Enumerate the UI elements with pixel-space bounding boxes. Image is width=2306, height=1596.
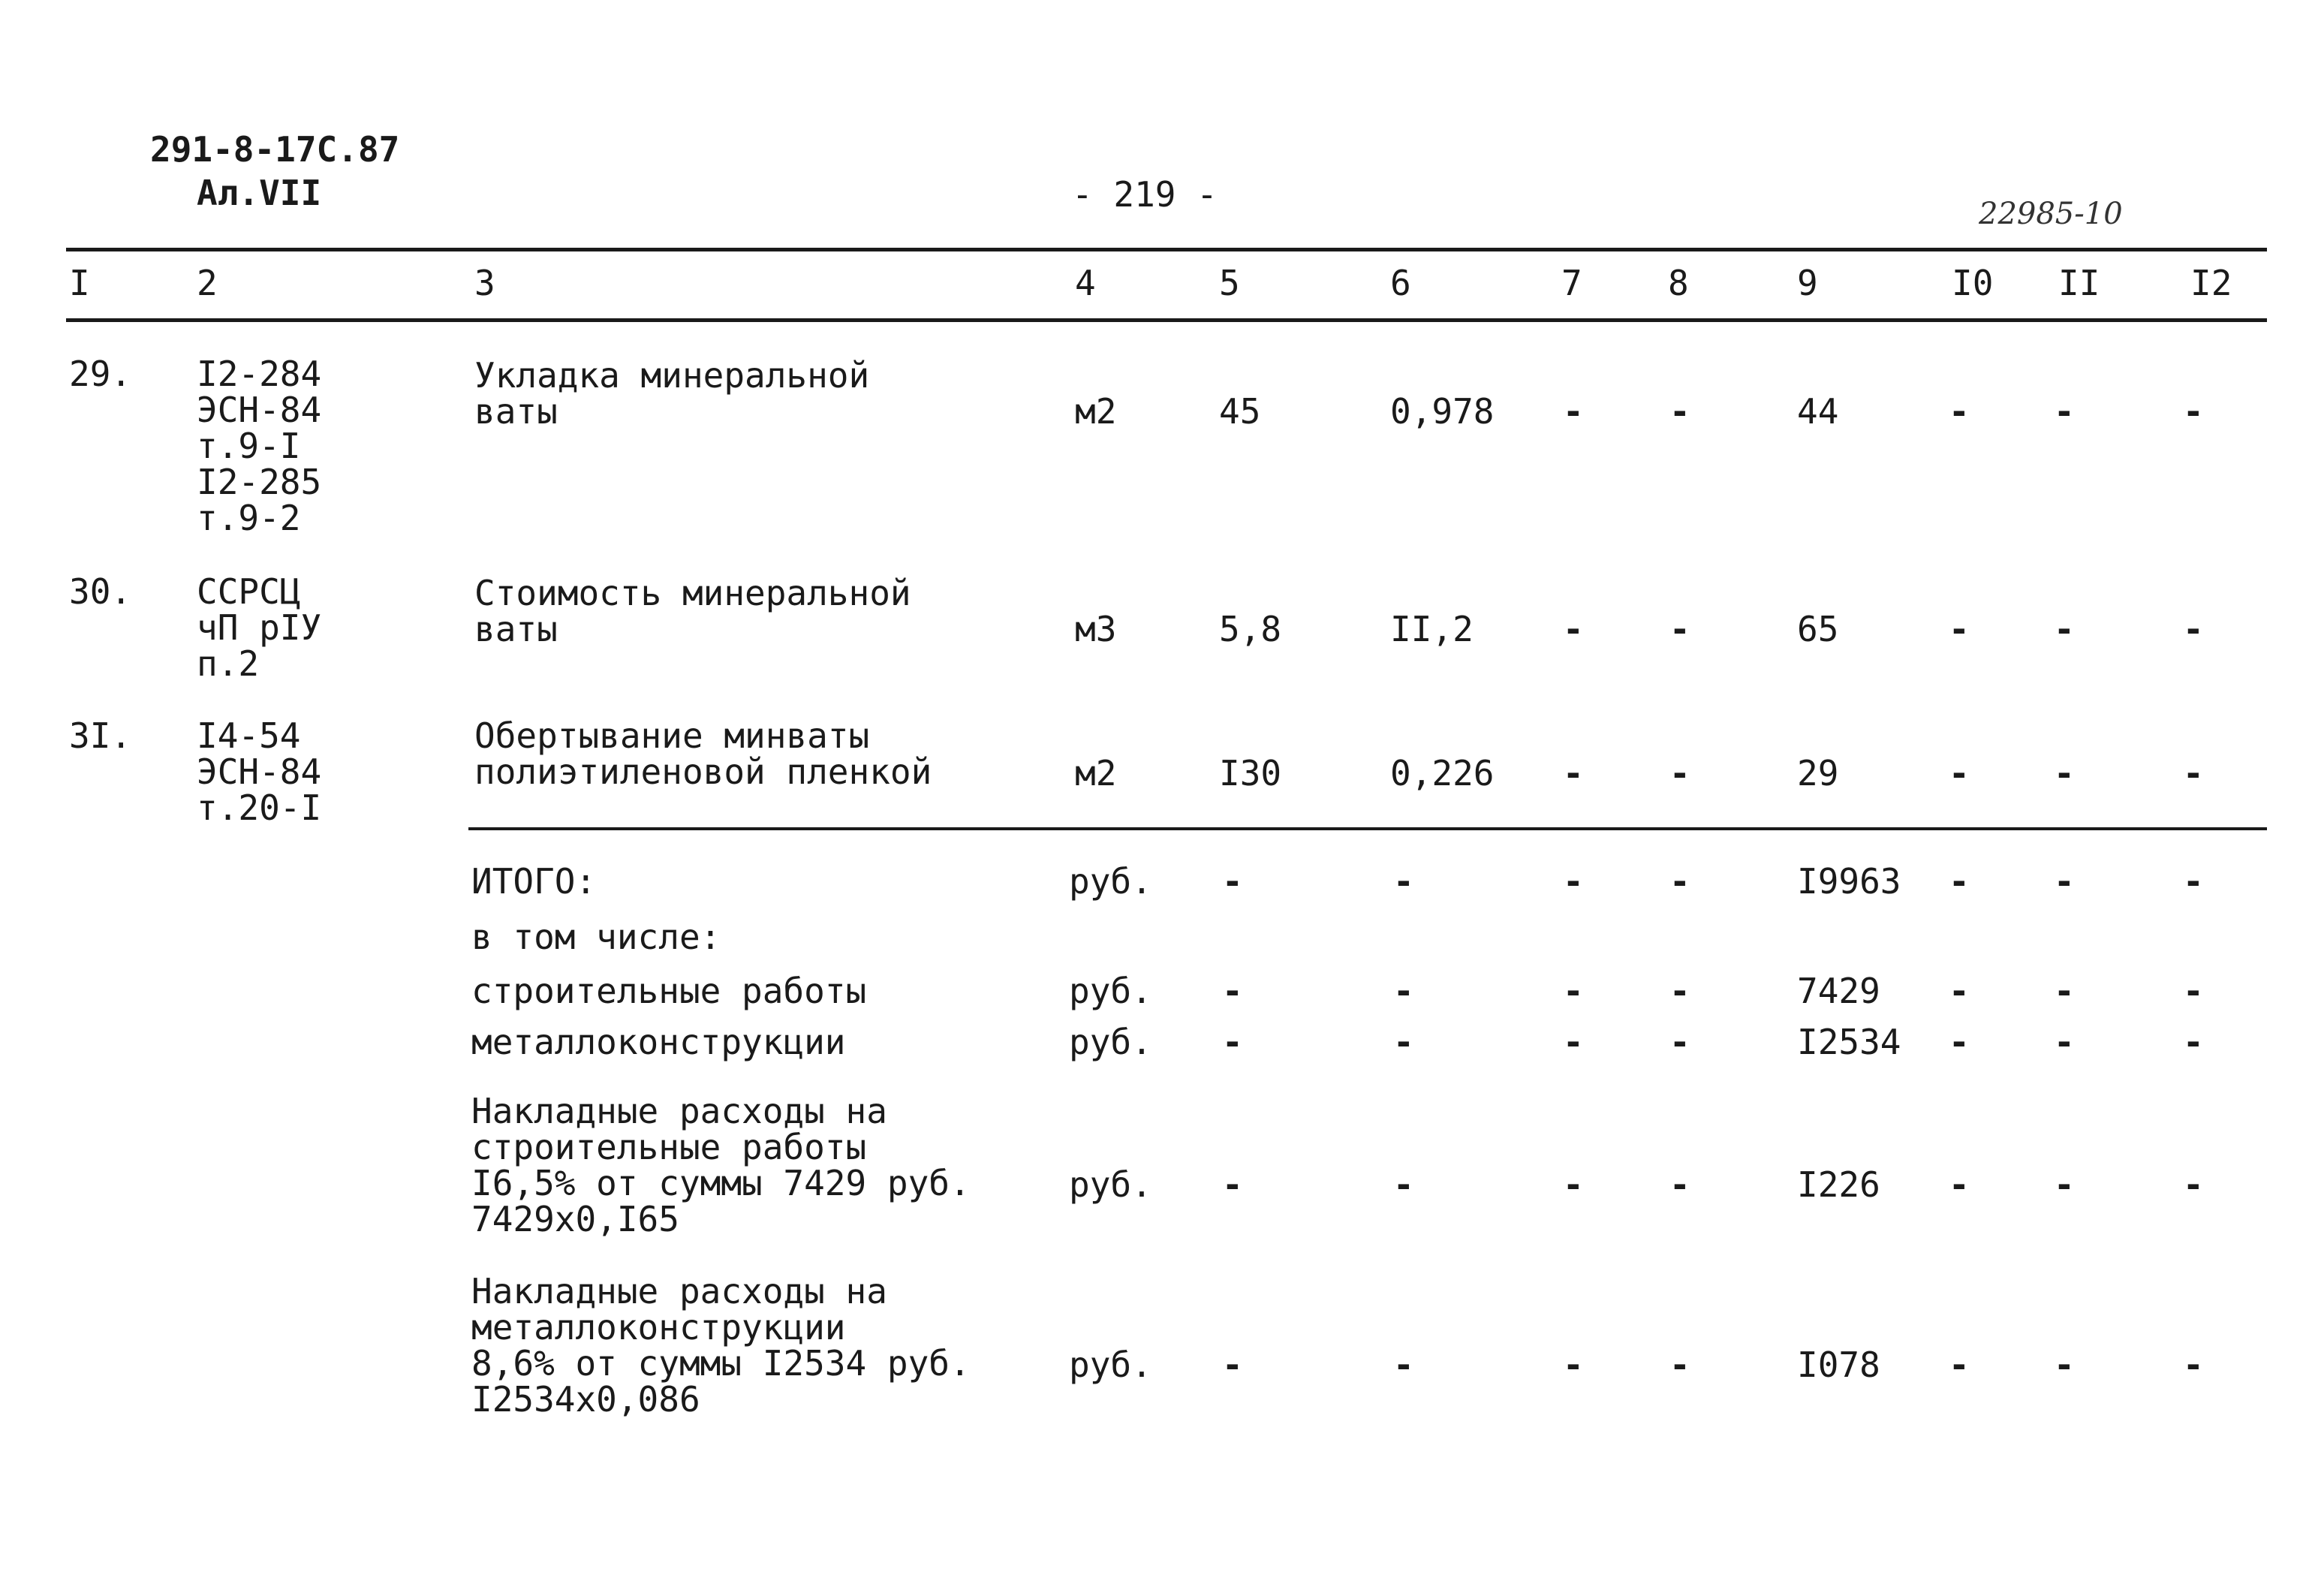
col9-value: 65 xyxy=(1797,609,1839,649)
col8-value: - xyxy=(1669,1345,1690,1385)
work-name: Обертывание минваты полиэтиленовой пленкой xyxy=(474,715,932,792)
col5-value: - xyxy=(1222,1164,1243,1205)
col5-value: - xyxy=(1222,971,1243,1011)
col8-value: - xyxy=(1669,971,1690,1011)
col12-value: - xyxy=(2183,971,2204,1011)
col12-value: - xyxy=(2183,1164,2204,1205)
col-header-9: 9 xyxy=(1797,263,1818,303)
col12-value: - xyxy=(2183,1022,2204,1062)
totals-label: ИТОГО: xyxy=(471,861,597,902)
work-name: Укладка минеральной ваты xyxy=(474,355,870,432)
col9-value: I078 xyxy=(1797,1345,1880,1385)
document-code: 291-8-17С.87 xyxy=(150,129,400,170)
norm-code: I2-284 ЭСН-84 т.9-I I2-285 т.9-2 xyxy=(197,354,322,538)
col-header-1: I xyxy=(69,263,90,303)
col9-value: I9963 xyxy=(1797,861,1901,902)
col8-value: - xyxy=(1669,609,1690,649)
unit-price: 0,226 xyxy=(1390,753,1495,793)
col12-value: - xyxy=(2183,1345,2204,1385)
col-header-2: 2 xyxy=(197,263,218,303)
col9-value: I226 xyxy=(1797,1164,1880,1205)
header-top-rule xyxy=(66,248,2267,251)
col11-value: - xyxy=(2054,971,2075,1011)
col7-value: - xyxy=(1563,1345,1584,1385)
col10-value: - xyxy=(1949,753,1970,793)
overhead-construction-label: Накладные расходы на строительные работы I6,5% от суммы 7429 руб. 7429х0,I65 xyxy=(471,1091,971,1239)
metal-structures-label: металлоконструкции xyxy=(471,1022,846,1062)
unit-price: II,2 xyxy=(1390,609,1474,649)
col6-value: - xyxy=(1393,861,1414,902)
col-header-12: I2 xyxy=(2190,263,2232,303)
including-label: в том числе: xyxy=(471,917,721,957)
col5-value: - xyxy=(1222,861,1243,902)
col12-value: - xyxy=(2183,391,2204,432)
col-header-7: 7 xyxy=(1561,263,1582,303)
col12-value: - xyxy=(2183,753,2204,793)
work-name: Стоимость минеральной ваты xyxy=(474,573,911,649)
col12-value: - xyxy=(2183,861,2204,902)
col11-value: - xyxy=(2054,1164,2075,1205)
col8-value: - xyxy=(1669,391,1690,432)
col6-value: - xyxy=(1393,1022,1414,1062)
overhead-metal-label: Накладные расходы на металлоконструкции 8,6% от суммы I2534 руб. I2534х0,086 xyxy=(471,1271,971,1420)
col11-value: - xyxy=(2054,1345,2075,1385)
col10-value: - xyxy=(1949,861,1970,902)
col6-value: - xyxy=(1393,1345,1414,1385)
header-bottom-rule xyxy=(66,318,2267,322)
col12-value: - xyxy=(2183,609,2204,649)
page-number: - 219 - xyxy=(1072,174,1218,215)
col8-value: - xyxy=(1669,753,1690,793)
row-number: 3I. xyxy=(69,715,132,756)
col10-value: - xyxy=(1949,971,1970,1011)
unit-price: 0,978 xyxy=(1390,391,1495,432)
col-header-5: 5 xyxy=(1219,263,1240,303)
unit: м2 xyxy=(1075,391,1117,432)
col6-value: - xyxy=(1393,971,1414,1011)
col7-value: - xyxy=(1563,753,1584,793)
row-number: 29. xyxy=(69,354,132,394)
norm-code: ССРСЦ чП рIУ п.2 xyxy=(197,571,322,684)
col11-value: - xyxy=(2054,1022,2075,1062)
col10-value: - xyxy=(1949,609,1970,649)
col7-value: - xyxy=(1563,1022,1584,1062)
norm-code: I4-54 ЭСН-84 т.20-I xyxy=(197,715,322,828)
col11-value: - xyxy=(2054,609,2075,649)
quantity: 45 xyxy=(1219,391,1261,432)
col7-value: - xyxy=(1563,391,1584,432)
sheet-label: Ал.VII xyxy=(197,173,322,213)
col10-value: - xyxy=(1949,1164,1970,1205)
col-header-8: 8 xyxy=(1668,263,1689,303)
col-header-6: 6 xyxy=(1390,263,1411,303)
col5-value: - xyxy=(1222,1345,1243,1385)
col-header-4: 4 xyxy=(1075,263,1096,303)
col10-value: - xyxy=(1949,1022,1970,1062)
col8-value: - xyxy=(1669,1022,1690,1062)
construction-works-label: строительные работы xyxy=(471,971,867,1011)
col11-value: - xyxy=(2054,391,2075,432)
col7-value: - xyxy=(1563,971,1584,1011)
unit: м2 xyxy=(1075,753,1117,793)
unit: руб. xyxy=(1069,1022,1152,1062)
col10-value: - xyxy=(1949,391,1970,432)
unit: м3 xyxy=(1075,609,1117,649)
quantity: I30 xyxy=(1219,753,1282,793)
handwritten-code: 22985-10 xyxy=(1979,197,2123,231)
col9-value: 29 xyxy=(1797,753,1839,793)
col5-value: - xyxy=(1222,1022,1243,1062)
col7-value: - xyxy=(1563,861,1584,902)
col11-value: - xyxy=(2054,753,2075,793)
unit: руб. xyxy=(1069,861,1152,902)
col10-value: - xyxy=(1949,1345,1970,1385)
col-header-10: I0 xyxy=(1952,263,1994,303)
col6-value: - xyxy=(1393,1164,1414,1205)
col8-value: - xyxy=(1669,1164,1690,1205)
col9-value: I2534 xyxy=(1797,1022,1901,1062)
totals-divider xyxy=(468,827,2267,830)
col-header-11: II xyxy=(2058,263,2100,303)
col11-value: - xyxy=(2054,861,2075,902)
row-number: 30. xyxy=(69,571,132,612)
col8-value: - xyxy=(1669,861,1690,902)
col7-value: - xyxy=(1563,609,1584,649)
unit: руб. xyxy=(1069,1345,1152,1385)
col7-value: - xyxy=(1563,1164,1584,1205)
col9-value: 7429 xyxy=(1797,971,1880,1011)
quantity: 5,8 xyxy=(1219,609,1282,649)
unit: руб. xyxy=(1069,971,1152,1011)
col-header-3: 3 xyxy=(474,263,495,303)
col9-value: 44 xyxy=(1797,391,1839,432)
unit: руб. xyxy=(1069,1164,1152,1205)
